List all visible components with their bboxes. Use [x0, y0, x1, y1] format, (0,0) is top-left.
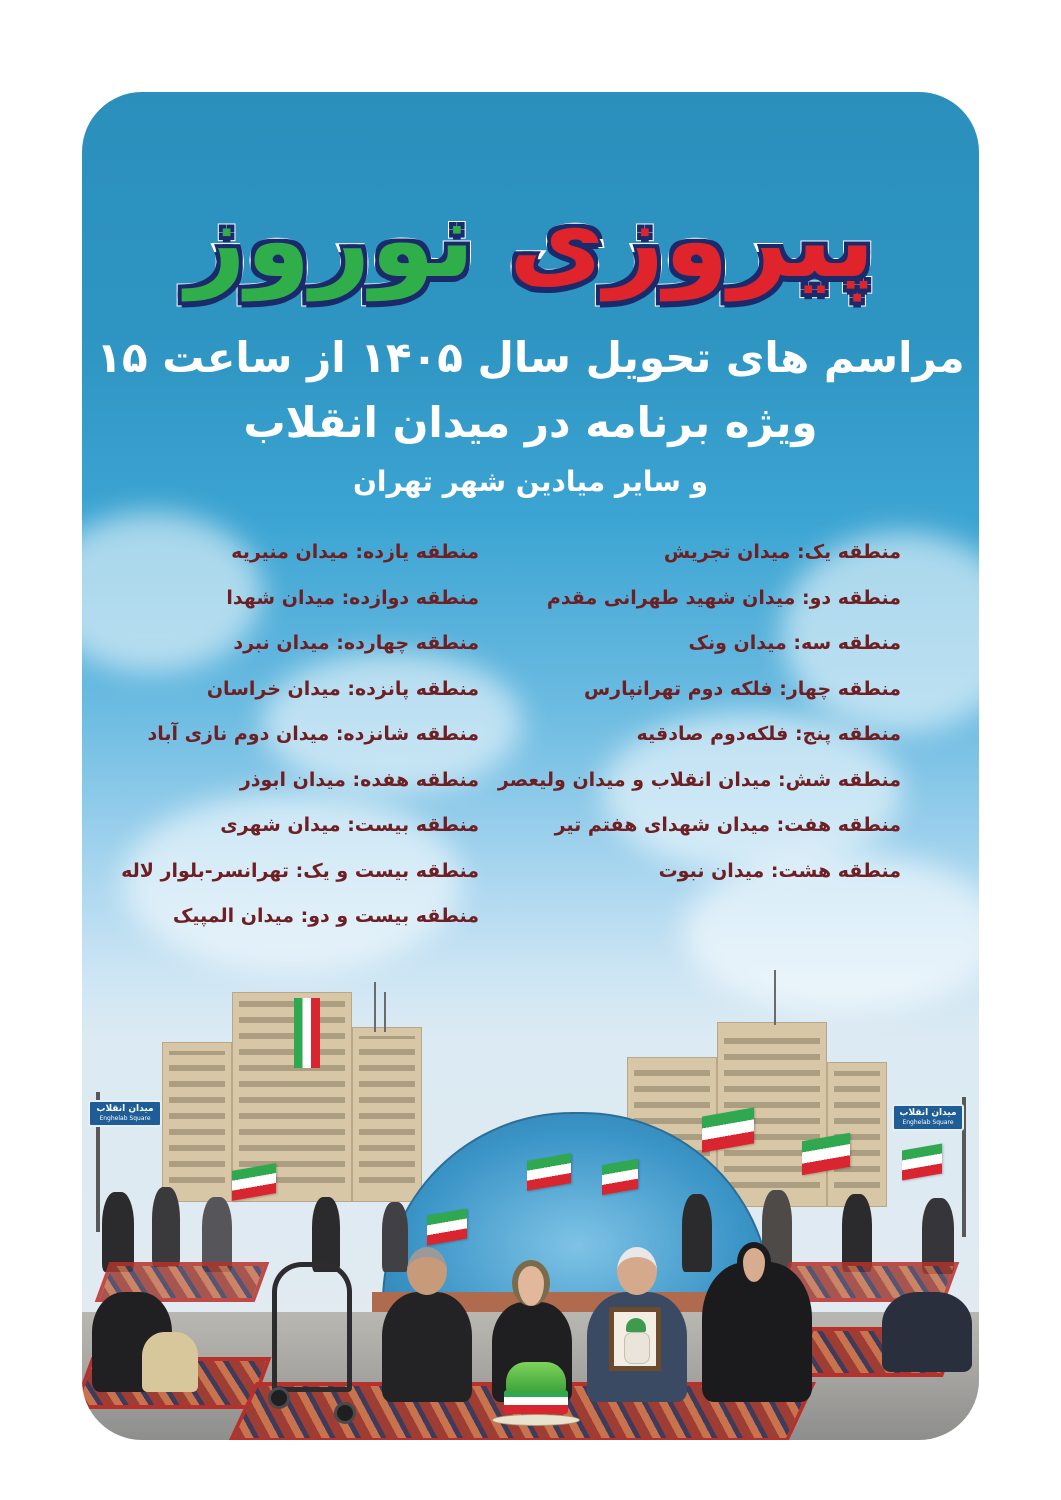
sabzeh-grass — [506, 1362, 566, 1392]
poster-card — [82, 92, 979, 1440]
baby-stroller — [272, 1262, 352, 1392]
sign-fa-text: میدان انقلاب — [899, 1108, 957, 1118]
district-item: منطقه بیست: میدان شهری — [220, 814, 479, 836]
district-item: منطقه شش: میدان انقلاب و میدان ولیعصر — [497, 768, 901, 791]
sign-en-text: Enghelab Square — [902, 1119, 954, 1126]
sabzeh-centerpiece — [504, 1362, 568, 1420]
flag — [602, 1159, 638, 1195]
district-item: منطقه سه: میدان ونک — [688, 632, 901, 654]
street-sign-right — [892, 1104, 964, 1131]
district-item: منطقه دو: میدان شهید طهرانی مقدم — [546, 586, 901, 609]
elder-head — [617, 1247, 657, 1295]
district-list-right — [481, 530, 901, 894]
antenna — [384, 992, 386, 1032]
title-word-piroozi: پیروزی — [508, 179, 875, 301]
antenna — [774, 970, 776, 1025]
antenna — [374, 982, 376, 1032]
street-sign-left — [88, 1100, 162, 1127]
square-illustration — [82, 962, 979, 1440]
stroller-wheel — [268, 1387, 290, 1409]
child-left — [142, 1332, 198, 1392]
crowd-person — [102, 1192, 134, 1272]
district-item: منطقه یازده: میدان منیریه — [231, 541, 479, 563]
district-item: منطقه پانزده: میدان خراسان — [206, 677, 479, 700]
stroller-wheel — [334, 1402, 356, 1424]
subtitle-enghelab-program: ویژه برنامه در میدان انقلاب — [243, 398, 818, 447]
district-item: منطقه شانزده: میدان دوم نازی آباد — [147, 723, 479, 745]
portrait-frame — [609, 1307, 661, 1371]
building — [162, 1042, 232, 1202]
building-flag — [294, 998, 320, 1068]
district-item: منطقه بیست و یک: تهرانسر-بلوار لاله — [121, 859, 479, 882]
man-black-shirt — [382, 1292, 472, 1402]
district-list-left — [82, 530, 479, 940]
district-item: منطقه دوازده: میدان شهدا — [226, 586, 479, 609]
subtitle-ceremony-time: مراسم های تحویل سال ۱۴۰۵ از ساعت ۱۵ — [96, 333, 965, 382]
crowd-person — [202, 1197, 232, 1272]
sign-fa-text: میدان انقلاب — [96, 1104, 154, 1114]
man-head — [407, 1247, 447, 1295]
poster-title — [82, 180, 979, 300]
district-item: منطقه یک: میدان تجریش — [663, 541, 901, 563]
crowd-person — [312, 1197, 340, 1272]
sign-en-text: Enghelab Square — [99, 1115, 151, 1122]
district-item: منطقه هفده: میدان ابوذر — [239, 768, 479, 791]
building — [352, 1027, 422, 1202]
crowd-person — [382, 1202, 408, 1272]
sabzeh-flag-pot — [504, 1390, 568, 1414]
sabzeh-plate — [492, 1414, 580, 1426]
district-item: منطقه چهار: فلکه دوم تهرانپارس — [583, 677, 901, 700]
subtitle-other-squares: و سایر میادین شهر تهران — [352, 465, 709, 498]
crowd-person — [842, 1194, 872, 1272]
district-item: منطقه هفت: میدان شهدای هفتم تیر — [554, 814, 901, 836]
title-word-nowruz: نوروز — [186, 179, 475, 301]
district-item: منطقه بیست و دو: میدان المپیک — [172, 905, 479, 927]
man-right — [882, 1292, 972, 1372]
district-item: منطقه پنج: فلکه‌دوم صادقیه — [636, 723, 901, 745]
woman-chador — [702, 1262, 812, 1402]
district-item: منطقه هشت: میدان نبوت — [658, 859, 901, 882]
crowd-person — [682, 1194, 712, 1272]
woman-head — [512, 1260, 550, 1306]
crowd-person — [152, 1187, 180, 1267]
flag — [902, 1143, 942, 1180]
district-item: منطقه چهارده: میدان نبرد — [233, 632, 479, 654]
woman-chador-head — [737, 1242, 771, 1282]
